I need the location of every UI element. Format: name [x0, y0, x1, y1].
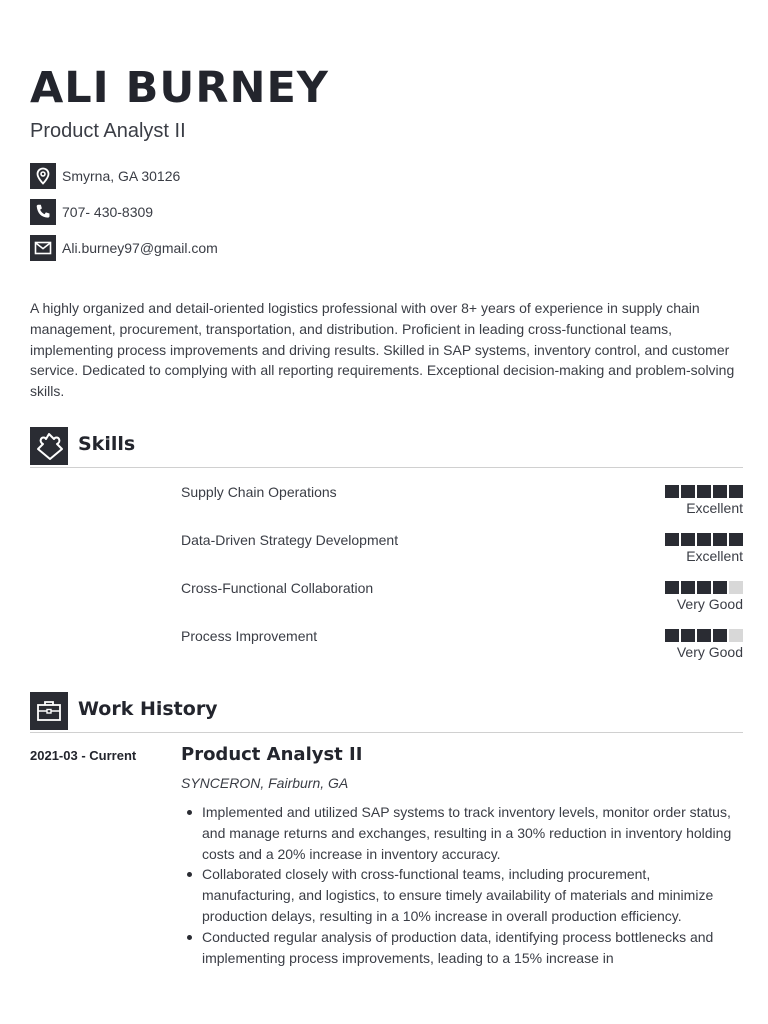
job-bullet: Collaborated closely with cross-functional teams, including procurement, manufacturing, and logistics, to ensure timely availability of materials and minimize production delays, resulting in a 10% increase in overall production efficiency.	[181, 864, 743, 926]
skill-rating: Very Good	[676, 596, 743, 612]
skill-row	[181, 628, 743, 668]
work-history-section-header	[30, 692, 743, 733]
work-history-heading: Work History	[78, 698, 218, 720]
candidate-title: Product Analyst II	[30, 120, 186, 142]
skill-row	[181, 580, 743, 620]
skill-row	[181, 484, 743, 524]
skill-block-filled	[729, 485, 743, 498]
phone-icon	[30, 199, 56, 225]
skill-block-filled	[697, 581, 711, 594]
contact-block	[30, 163, 218, 271]
skill-level-meter	[663, 485, 743, 498]
skill-block-filled	[697, 533, 711, 546]
skill-block-filled	[665, 629, 679, 642]
job-title: Product Analyst II	[181, 744, 363, 765]
skill-block-filled	[665, 533, 679, 546]
job-bullet: Conducted regular analysis of production data, identifying process bottlenecks and implementing process improvements, leading to a 15% increase in	[181, 927, 743, 969]
contact-location	[30, 163, 218, 189]
candidate-name: ALI BURNEY	[30, 63, 329, 113]
email-text[interactable]: Ali.burney97@gmail.com	[62, 240, 218, 256]
skill-rating: Excellent	[686, 548, 743, 564]
skill-block-filled	[713, 533, 727, 546]
skill-name: Process Improvement	[181, 628, 318, 644]
skill-level-meter	[663, 581, 743, 594]
job-bullet: Implemented and utilized SAP systems to track inventory levels, monitor order status, and manage returns and exchanges, resulting in a 30% reduction in inventory holding costs and a 20% increase in inventory accuracy.	[181, 802, 743, 864]
skill-block-filled	[697, 629, 711, 642]
skill-block-filled	[713, 581, 727, 594]
job-bullet-list	[181, 802, 743, 968]
skill-block-empty	[729, 629, 743, 642]
envelope-icon	[30, 235, 56, 261]
contact-phone	[30, 199, 218, 225]
skill-rating: Excellent	[686, 500, 743, 516]
skill-level-meter	[663, 533, 743, 546]
skill-block-filled	[681, 629, 695, 642]
skill-block-filled	[681, 581, 695, 594]
skills-heading: Skills	[78, 433, 136, 455]
contact-email	[30, 235, 218, 261]
professional-summary: A highly organized and detail-oriented logistics professional with over 8+ years of experience in supply chain management, procurement, transportation, and distribution. Proficient in leading cross-functional teams, implementing process improvements and driving results. Skilled in SAP systems, inventory control, and customer service. Dedicated to complying with all reporting requirements. Exceptional decision-making and problem-solving skills.	[30, 300, 735, 400]
phone-text: 707- 430-8309	[62, 204, 154, 220]
briefcase-icon	[30, 692, 68, 730]
skill-block-filled	[697, 485, 711, 498]
skill-block-filled	[681, 485, 695, 498]
puzzle-icon	[30, 427, 68, 465]
skill-block-filled	[713, 485, 727, 498]
skill-block-empty	[729, 581, 743, 594]
skill-block-filled	[665, 581, 679, 594]
skill-block-filled	[713, 629, 727, 642]
skills-section-header	[30, 427, 743, 468]
job-dates: 2021-03 - Current	[30, 748, 137, 763]
location-text: Smyrna, GA 30126	[62, 168, 181, 184]
skill-block-filled	[729, 533, 743, 546]
skill-block-filled	[665, 485, 679, 498]
skill-row	[181, 532, 743, 572]
job-company: SYNCERON, Fairburn, GA	[181, 775, 349, 791]
skill-name: Supply Chain Operations	[181, 484, 337, 500]
skill-name: Cross-Functional Collaboration	[181, 580, 374, 596]
skill-block-filled	[681, 533, 695, 546]
skill-rating: Very Good	[676, 644, 743, 660]
skill-level-meter	[663, 629, 743, 642]
map-pin-icon	[30, 163, 56, 189]
skill-name: Data-Driven Strategy Development	[181, 532, 399, 548]
